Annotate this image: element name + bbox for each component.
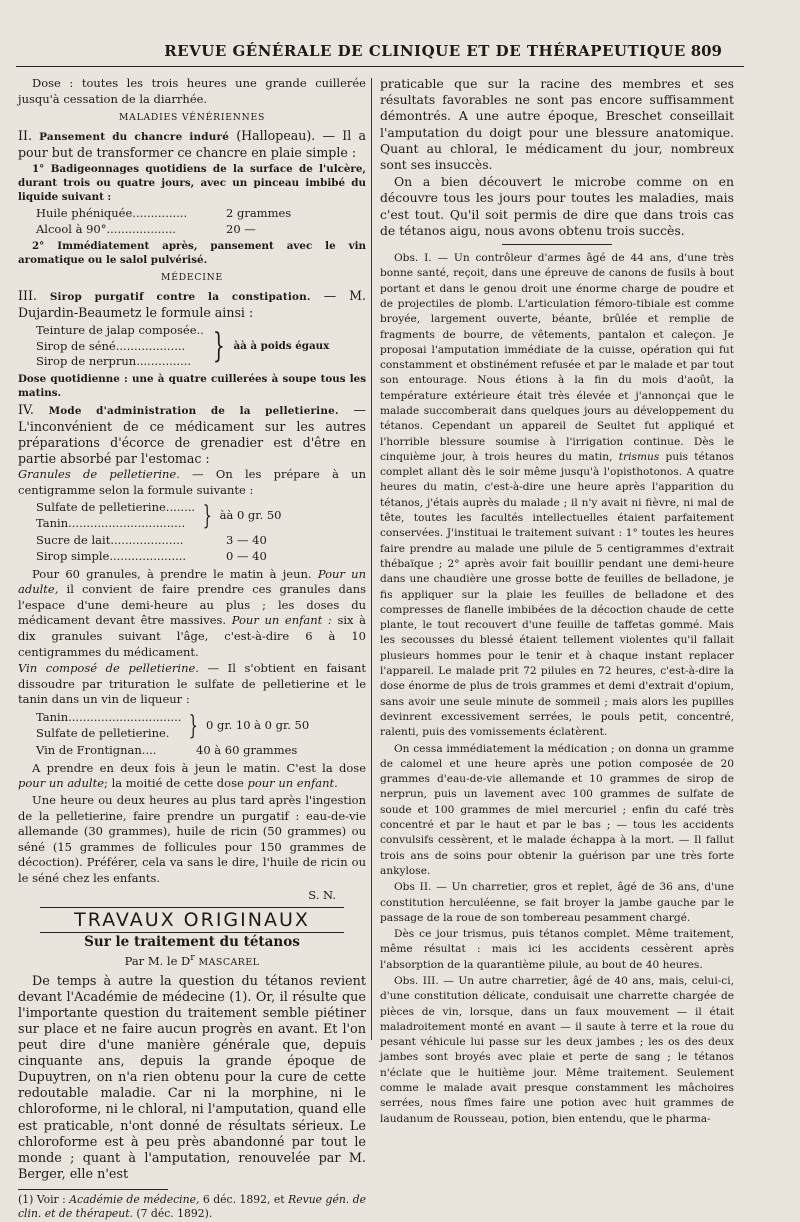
recipe-quantity: àà à poids égaux (233, 340, 330, 353)
column-divider (371, 78, 372, 1040)
text-run: puis tétanos complet allant dès le soir même jusqu'à l'opisthotonos. A quatre heures du matin, c'est-à-dire une heure après l'apparition du tétanos, j'étais auprès du malade ; il n'y avait ni fièvre, ni mal de tête, toutes les facultés intellectuelles étaient parfaitement conservées. J'instituai le traitement suivant : 1° toutes les heures faire prendre au malade une pilule de 5 centigrammes d'extrait thébaïque ; 2° après avoir fait bouillir pendant une demi-heure dans une chaudière une grosse botte de feuilles de belladone, je fis appliquer sur la plaie les feuilles de belladone et des compresses de flanelle imbibées de la décoction chaude de cette plante, le tout recouvert d'une feuille de taffetas gommé. Mais les secousses du blessé étaient tellement violentes qu'il fallait plusieurs hommes pour le tenir et à chaque instant replacer l'appareil. Le malade prit 72 pilules en 72 heures, c'est-à-dire la dose énorme de plus de trois grammes et demi d'extrait d'opium, sans avoir une seule minute de sommeil ; mais alors les pupilles devinrent excessivement serrées, le pouls petit, concentré, ralenti, puis des vomissements éclatèrent. (380, 450, 734, 739)
recipe-ingredient: Tanin................................ (36, 515, 186, 530)
section-title: TRAVAUX ORIGINAUX (18, 913, 366, 929)
granules-rest: — On les prépare à un centigramme selon la formule suivante : (18, 467, 366, 497)
observation-ii-continued: Dès ce jour trismus, puis tétanos complet. Même traitement, même résultat : mais ici les accidents cessèrent après l'absorption de la quarantième pilule, au bout de 40 heures. (380, 928, 734, 971)
section-iii-dose: Dose quotidienne : une à quatre cuillerées à soupe tous les matins. (18, 372, 366, 399)
observations (380, 251, 734, 1127)
recipe-quantity: àà 0 gr. 50 (219, 508, 282, 523)
dose-paragraph: Dose : toutes les trois heures une grande cuillerée jusqu'à cessation de la diarrhée. (18, 76, 366, 106)
recipe-quantity: 20 — (226, 221, 256, 236)
article-paragraph: praticable que sur la racine des membres et ses résultats favorables ne sont pas encore suffisamment démontrés. A une autre époque, Breschet conseillait l'amputation du doigt pour une blessure anatomique. Quant au chloral, le médicament du jour, nombreux sont ses insuccès. (380, 76, 734, 173)
page-number: 809 (690, 42, 722, 60)
recipe-quantity: 0 gr. 10 à 0 gr. 50 (206, 717, 310, 732)
text-run: (1) Voir : (18, 1192, 66, 1206)
vin-rest: — Il s'obtient en faisant dissoudre par trituration le sulfate de pelletierine et le tanin dans un vin de liqueur : (18, 661, 367, 707)
article-paragraph: On a bien découvert le microbe comme on en découvre tous les jours pour toutes les maladies, mais c'est tout. Qu'il soit permis de dire que dans trois cas de tétanos aigu, nous avons obtenu trois succès. (380, 174, 734, 238)
recipe-row (36, 549, 366, 565)
article-continuation (380, 76, 734, 239)
granules-label: Granules de pelletierine. (18, 467, 180, 482)
vin-paragraph (18, 661, 366, 708)
medecine-header: MÉDECINE (161, 272, 223, 284)
recipe-quantity: 0 — 40 (226, 549, 267, 564)
text-run: six à dix granules suivant l'âge, c'est-à-dire 6 à 10 centigrammes du médicament. (18, 613, 366, 659)
recipe-row (36, 533, 366, 549)
footnote-rule (18, 1189, 168, 1190)
left-column (18, 76, 366, 1222)
granules-recipe-brace (36, 500, 366, 531)
recipe-ingredient: Sulfate de pelletierine. (36, 725, 170, 740)
section-ii-step1: 1° Badigeonnages quotidiens de la surface de l'ulcère, durant trois ou quatre jours, avec un pinceau imbibé du liquide suivant : (18, 162, 366, 203)
section-iv-heading (18, 402, 366, 466)
recipe-quantity: 2 grammes (226, 205, 292, 220)
brace-glyph: } (202, 500, 212, 531)
section-ii-rest: (Hallopeau). — Il a pour but de transformer ce chancre en plaie simple : (18, 127, 366, 161)
text-run-italic: trismus (618, 450, 660, 463)
text-run: Pour 60 granules, à prendre le matin à jeun. (32, 566, 312, 581)
recipe-ingredient: Sirop de séné................... (36, 338, 186, 353)
text-run: il convient de faire prendre ces granules dans l'espace d'une demi-heure au plus ; les doses du médicament devant être massives. (18, 582, 367, 628)
section-iii-title: Sirop purgatif contre la constipation. (49, 290, 311, 303)
brace-glyph: } (212, 326, 225, 367)
section-ii-step2: 2° Immédiatement après, pansement avec le vin aromatique ou le salol pulvérisé. (18, 240, 366, 267)
recipe-ingredient: Sirop de nerprun............... (36, 354, 192, 369)
article-body (18, 974, 366, 1183)
recipe-ingredient: Alcool à 90°................... (36, 221, 176, 236)
section-ii-heading (18, 128, 366, 161)
vin-recipe-row (36, 743, 366, 759)
section-ii-number: II. (18, 127, 32, 143)
header-rule (16, 66, 744, 67)
article-title: Sur le traitement du tétanos (84, 933, 300, 950)
section-ii-title: Pansement du chancre induré (39, 130, 230, 143)
text-run: 6 déc. 1892, et (202, 1192, 285, 1206)
vin-recipe-brace (36, 710, 366, 741)
recipe-row (36, 743, 366, 759)
vin-label: Vin composé de pelletierine. (18, 661, 199, 676)
purgatif-paragraph: Une heure ou deux heures au plus tard après l'ingestion de la pelletierine, faire prendre un purgatif : eau-de-vie allemande (30 grammes), huile de ricin (50 grammes) ou séné (15 grammes de follicules pour 150 grammes de décoction). Préférer, cela va sans le dire, l'huile de ricin ou le séné chez les enfants. (18, 792, 366, 885)
granules-recipe-rows (36, 533, 366, 564)
recipe-ingredient: Teinture de jalap composée.. (36, 322, 204, 337)
running-head: REVUE GÉNÉRALE DE CLINIQUE ET DE THÉRAPEUTIQUE (164, 42, 686, 60)
text-run-italic: pour un adulte (18, 776, 105, 791)
recipe-row (36, 206, 366, 222)
recipe-ingredient: Tanin............................... (36, 710, 182, 724)
section-iii-number: III. (18, 287, 37, 303)
author-sup: r (190, 952, 195, 964)
recipe-items (36, 500, 195, 531)
recipe-ingredient: Vin de Frontignan.... (36, 743, 157, 758)
text-run: ; la moitié de cette dose (104, 776, 244, 791)
text-run-italic: Pour un enfant : (231, 613, 332, 628)
article-paragraph: De temps à autre la question du tétanos revient devant l'Académie de médecine (1). Or, il résulte que l'importante question du traitement semble piétiner sur place et ne faire aucun progrès en avant. Et l'on peut dire d'une manière générale que, depuis cinquante ans, depuis la grande époque de Dupuytren, on n'a rien obtenu pour la cure de cette redoutable maladie. Car ni la morphine, ni le chloroforme, ni le chloral, ni l'amputation, quand elle est praticable, n'ont donné de résultats sérieux. Le chloroforme est à peu près abandonné par tout le monde ; quant à l'amputation, renouvelée par M. Berger, elle n'est (18, 973, 366, 1182)
recipe-items (36, 710, 181, 741)
recipe-quantity: 3 — 40 (226, 533, 267, 548)
observation-i (380, 251, 734, 741)
section-ii-recipe (36, 206, 366, 237)
text-run: Obs. I. — Un contrôleur d'armes âgé de 44 ans, d'une très bonne santé, reçoit, dans une épreuve de canons de fusils à bout portant et dans le genou droit une énorme charge de poudre et de projectiles de plomb. L'articulation fémoro-tibiale est comme broyée, largement ouverte, béante, brûlée et remplie de fragments de bourre, de vêtements, pantalon et caleçon. Je proposai l'amputation immédiate de la cuisse, opération qui fut constamment et obstinément refusée et par le malade et par tout son entourage. Nous étions à la fin du mois d'août, la température extérieure était très élevée et j'annonçai que le malade succomberait dans quelques jours au développement du tétanos. Cependant un appareil de Seultet fut appliqué et l'horrible blessure soumise à l'irrigation continue. Dès le cinquième jour, à trois heures du matin, (380, 252, 734, 463)
author-prefix: Par M. le D (124, 954, 191, 969)
right-column (380, 76, 734, 1128)
recipe-row (36, 222, 366, 238)
text-run: A prendre en deux fois à jeun le matin. C'est la dose (32, 760, 366, 775)
granules-paragraph (18, 467, 366, 498)
text-run-italic: pour un enfant. (247, 776, 338, 791)
section-iv-number: IV. (18, 401, 34, 417)
section-iii-rest: — M. Dujardin-Beaumetz le formule ainsi : (18, 287, 366, 321)
section-iv-title: Mode d'administration de la pelletierine. (48, 404, 339, 417)
text-run-italic: Revue gén. de clin. et de thérapeut. (18, 1192, 367, 1220)
signature: S. N. (308, 887, 336, 902)
recipe-ingredient: Sirop simple..................... (36, 549, 187, 564)
recipe-ingredient: Sucre de lait.................... (36, 533, 184, 548)
section-iii-recipe (36, 323, 366, 370)
section-rule (502, 244, 612, 245)
recipe-quantity: 40 à 60 grammes (196, 743, 298, 758)
observation-iii: Obs. III. — Un autre charretier, âgé de 40 ans, mais, celui-ci, d'une constitution délicate, conduisait une charrette chargée de pièces de vin, lorsque, dans un faux mouvement — il était maladroitement monté en avant — il saute à terre et la roue du pesant véhicule lui passe sur les deux jambes ; les os des deux jambes sont broyés avec plaie et perte de sang ; le tétanos n'éclate que le huitième jour. Même traitement. Seulement comme le malade avait presque constamment les mâchoires serrées, nous fîmes faire une potion avec huit grammes de laudanum de Rousseau, potion, bien entendu, que le pharma- (380, 974, 734, 1125)
footnote (18, 1193, 366, 1221)
recipe-ingredient: Sulfate de pelletierine........ (36, 500, 196, 515)
recipe-items (36, 323, 204, 370)
maladies-header: MALADIES VÉNÉRIENNES (118, 112, 266, 124)
section-iii-heading (18, 288, 366, 321)
observation-i-continued: On cessa immédiatement la médication ; on donna un gramme de calomel et une heure après une potion composée de 20 grammes d'eau-de-vie allemande et 10 grammes de sirop de nerprun, puis un lavement avec 100 grammes de sulfate de soude et 100 grammes de miel mercuriel ; enfin du café très concentré et par le haut et par le bas ; — tous les accidents convulsifs cessèrent, et le malade échappa à la mort. — Il fallut trois ans de soins pour obtenir la guérison par une très forte ankylose. (380, 742, 734, 877)
recipe-ingredient: Huile phéniquée............... (36, 205, 188, 220)
author-name: MASCAREL (198, 957, 260, 969)
text-run-italic: Académie de médecine, (69, 1192, 200, 1206)
granules-instructions (18, 567, 366, 661)
observation-ii: Obs II. — Un charretier, gros et replet, âgé de 36 ans, d'une constitution herculéenne, se fait broyer la jambe gauche par le passage de la roue de son tombereau pesamment chargé. (380, 881, 734, 924)
brace-glyph: } (189, 710, 199, 741)
article-author (18, 950, 366, 970)
text-run-italic: Pour un adulte, (18, 566, 366, 597)
text-run: (7 déc. 1892). (136, 1206, 213, 1220)
section-iv-rest: — L'inconvénient de ce médicament sur les autres préparations d'écorce de grenadier est d'être en partie absorbé par l'estomac : (18, 401, 366, 466)
vin-instructions (18, 761, 366, 792)
